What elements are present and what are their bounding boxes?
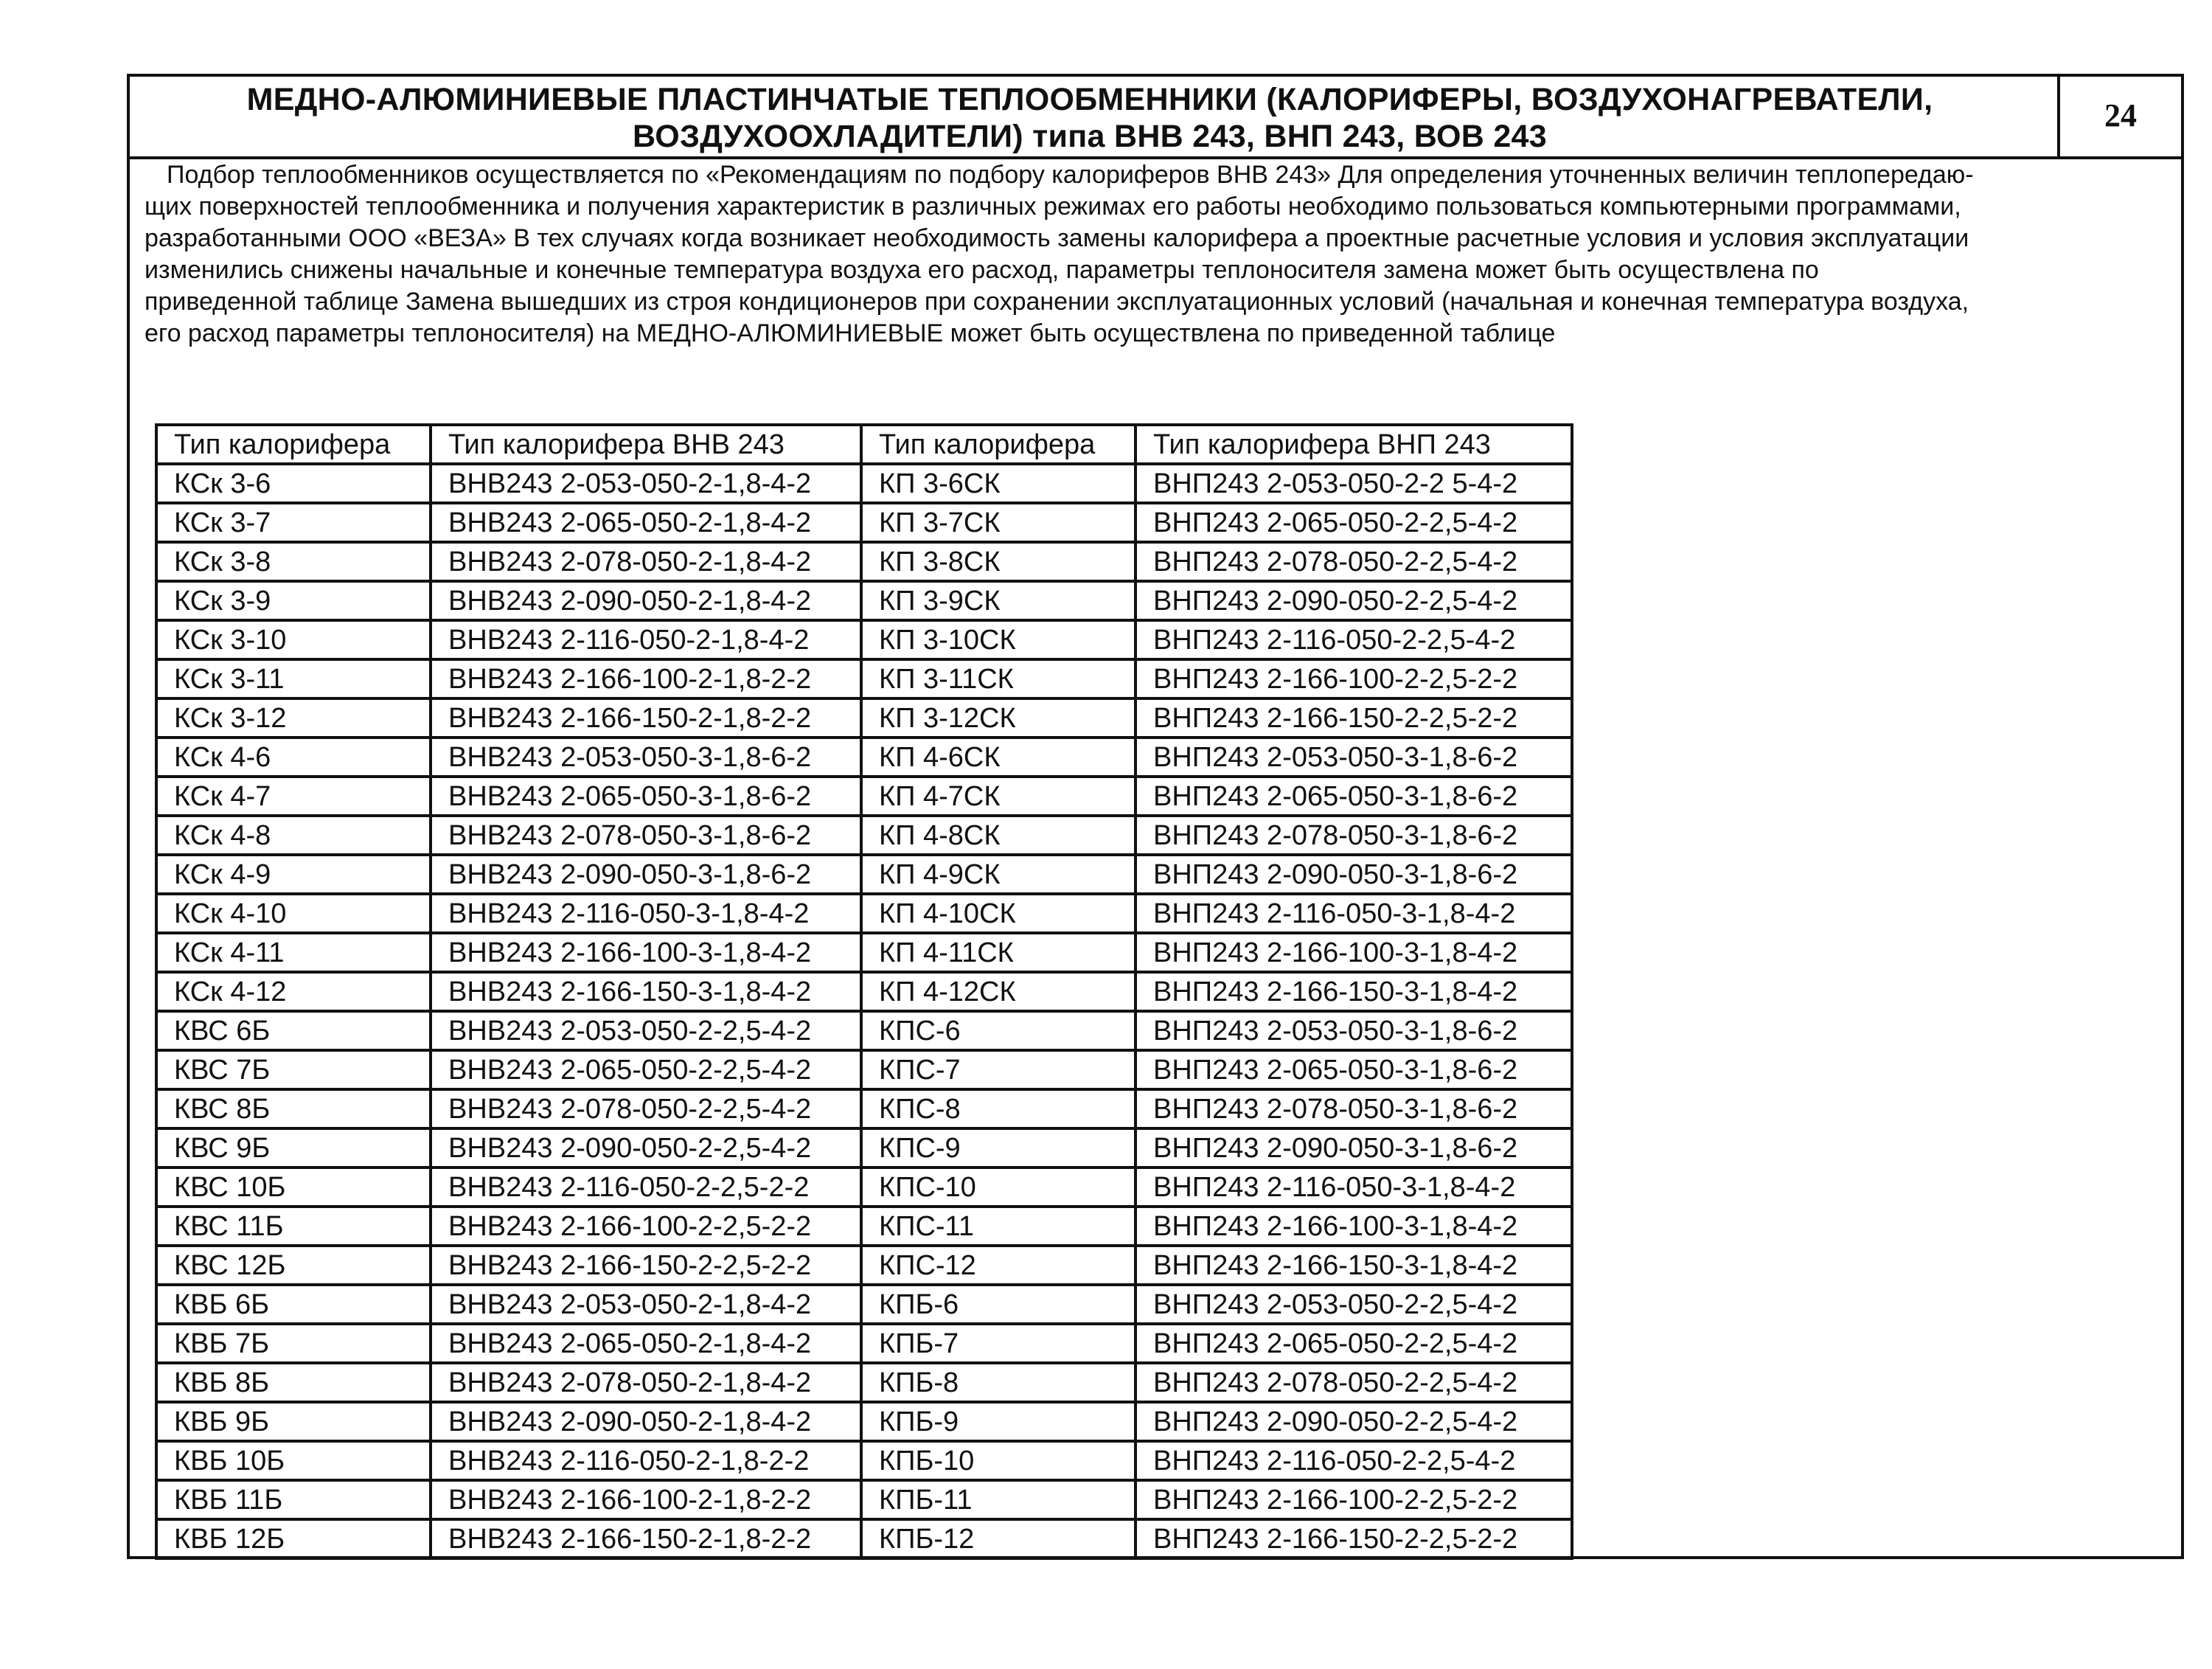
table-cell: ВНВ243 2-053-050-2-1,8-4-2	[431, 464, 861, 503]
table-cell: ВНВ243 2-166-100-2-1,8-2-2	[431, 659, 861, 698]
table-cell: ВНП243 2-166-100-3-1,8-4-2	[1135, 1207, 1572, 1246]
table-cell: ВНП243 2-053-050-2-2 5-4-2	[1135, 464, 1572, 503]
table-cell: КП 3-9СК	[861, 581, 1135, 620]
page-number: 24	[2104, 97, 2137, 133]
table-cell: ВНП243 2-090-050-3-1,8-6-2	[1135, 855, 1572, 894]
intro-line: приведенной таблице Замена вышедших из строя кондиционеров при сохранении эксплуатационных условий (начальная и конечная температура воздуха,	[145, 288, 1969, 316]
table-cell: КВС 8Б	[156, 1089, 431, 1128]
table-cell: КПБ-11	[861, 1480, 1135, 1519]
table-cell: КВС 12Б	[156, 1246, 431, 1285]
table-row	[156, 1207, 1572, 1246]
table-row	[156, 620, 1572, 659]
table-cell: ВНП243 2-053-050-2-2,5-4-2	[1135, 1285, 1572, 1324]
table-row	[156, 1246, 1572, 1285]
table-cell: ВНВ243 2-116-050-2-1,8-2-2	[431, 1441, 861, 1480]
table-cell: КСк 4-11	[156, 933, 431, 972]
table-cell: КПС-8	[861, 1089, 1135, 1128]
table-cell: ВНВ243 2-065-050-2-2,5-4-2	[431, 1050, 861, 1089]
table-row	[156, 1402, 1572, 1441]
intro-line: разработанными ООО «ВЕЗА» В тех случаях когда возникает необходимость замены калорифера а проектные расчетные условия и условия эксплуатации	[145, 224, 1969, 252]
table-cell: ВНП243 2-078-050-2-2,5-4-2	[1135, 542, 1572, 581]
intro-line: Подбор теплообменников осуществляется по «Рекомендациям по подбору калориферов ВНВ 243» Для определения уточненных величин теплопередаю-	[167, 161, 1974, 189]
table-row	[156, 1011, 1572, 1050]
table-cell: КП 4-9СК	[861, 855, 1135, 894]
table-cell: ВНП243 2-166-100-3-1,8-4-2	[1135, 933, 1572, 972]
table-cell: ВНВ243 2-166-100-2-2,5-2-2	[431, 1207, 861, 1246]
page-frame	[127, 74, 2184, 1559]
table-cell: КВБ 7Б	[156, 1324, 431, 1363]
table-cell: КСк 4-10	[156, 894, 431, 933]
table-cell: КВБ 10Б	[156, 1441, 431, 1480]
table-cell: КСк 3-9	[156, 581, 431, 620]
table-cell: ВНП243 2-166-150-3-1,8-4-2	[1135, 1246, 1572, 1285]
table-row	[156, 542, 1572, 581]
table-cell: ВНВ243 2-078-050-2-2,5-4-2	[431, 1089, 861, 1128]
table-cell: КСк 4-12	[156, 972, 431, 1011]
table-cell: ВНВ243 2-166-100-3-1,8-4-2	[431, 933, 861, 972]
intro-line: изменились снижены начальные и конечные температура воздуха его расход, параметры теплоносителя замена может быть осуществлена по	[145, 256, 1819, 284]
table-cell: ВНП243 2-065-050-3-1,8-6-2	[1135, 777, 1572, 816]
table-cell: ВНП243 2-053-050-3-1,8-6-2	[1135, 1011, 1572, 1050]
table-cell: ВНВ243 2-053-050-2-2,5-4-2	[431, 1011, 861, 1050]
table-cell: КПС-12	[861, 1246, 1135, 1285]
table-row	[156, 933, 1572, 972]
table-cell: ВНП243 2-116-050-3-1,8-4-2	[1135, 1167, 1572, 1207]
table-cell: ВНП243 2-090-050-2-2,5-4-2	[1135, 1402, 1572, 1441]
table-cell: ВНВ243 2-053-050-2-1,8-4-2	[431, 1285, 861, 1324]
page-number-box	[2057, 77, 2181, 156]
table-cell: КСк 4-9	[156, 855, 431, 894]
table-cell: КВБ 8Б	[156, 1363, 431, 1402]
table-cell: КПС-7	[861, 1050, 1135, 1089]
table-cell: ВНВ243 2-065-050-2-1,8-4-2	[431, 503, 861, 542]
table-cell: ВНВ243 2-116-050-3-1,8-4-2	[431, 894, 861, 933]
table-cell: КСк 3-11	[156, 659, 431, 698]
table-cell: ВНП243 2-116-050-2-2,5-4-2	[1135, 1441, 1572, 1480]
title-line-2: ВОЗДУХООХЛАДИТЕЛИ) типа ВНВ 243, ВНП 243, ВОВ 243	[633, 119, 1547, 154]
table-cell: КВБ 9Б	[156, 1402, 431, 1441]
table-cell: ВНП243 2-166-100-2-2,5-2-2	[1135, 1480, 1572, 1519]
table-cell: КП 3-6СК	[861, 464, 1135, 503]
table-cell: ВНВ243 2-166-150-3-1,8-4-2	[431, 972, 861, 1011]
table-cell: ВНВ243 2-090-050-3-1,8-6-2	[431, 855, 861, 894]
table-row	[156, 464, 1572, 503]
table-cell: ВНП243 2-078-050-2-2,5-4-2	[1135, 1363, 1572, 1402]
table-cell: КПБ-9	[861, 1402, 1135, 1441]
table-cell: ВНП243 2-065-050-2-2,5-4-2	[1135, 503, 1572, 542]
table-cell: ВНП243 2-166-150-2-2,5-2-2	[1135, 1519, 1572, 1558]
table-cell: ВНВ243 2-078-050-2-1,8-4-2	[431, 542, 861, 581]
replacement-table	[155, 423, 1573, 1560]
table-cell: ВНВ243 2-090-050-2-2,5-4-2	[431, 1128, 861, 1167]
table-cell: ВНП243 2-053-050-3-1,8-6-2	[1135, 738, 1572, 777]
table-cell: ВНП243 2-090-050-2-2,5-4-2	[1135, 581, 1572, 620]
intro-paragraph	[145, 159, 2172, 350]
table-cell: ВНВ243 2-166-100-2-1,8-2-2	[431, 1480, 861, 1519]
table-row	[156, 777, 1572, 816]
table-cell: КПС-9	[861, 1128, 1135, 1167]
table-cell: КП 4-6СК	[861, 738, 1135, 777]
table-cell: ВНВ243 2-166-150-2-2,5-2-2	[431, 1246, 861, 1285]
table-cell: КВС 10Б	[156, 1167, 431, 1207]
table-cell: ВНП243 2-090-050-3-1,8-6-2	[1135, 1128, 1572, 1167]
table-cell: ВНП243 2-116-050-2-2,5-4-2	[1135, 620, 1572, 659]
table-cell: КПБ-6	[861, 1285, 1135, 1324]
table-cell: ВНП243 2-166-150-2-2,5-2-2	[1135, 698, 1572, 738]
table-cell: КП 3-10СК	[861, 620, 1135, 659]
table-header-row	[156, 425, 1572, 464]
table-cell: КПБ-12	[861, 1519, 1135, 1558]
table-cell: ВНВ243 2-065-050-2-1,8-4-2	[431, 1324, 861, 1363]
table-cell: ВНП243 2-166-100-2-2,5-2-2	[1135, 659, 1572, 698]
table-cell: КСк 4-7	[156, 777, 431, 816]
table-cell: КПС-10	[861, 1167, 1135, 1207]
table-cell: КВБ 12Б	[156, 1519, 431, 1558]
column-header: Тип калорифера	[156, 425, 431, 464]
table-cell: ВНП243 2-166-150-3-1,8-4-2	[1135, 972, 1572, 1011]
table-cell: КП 3-12СК	[861, 698, 1135, 738]
table-cell: КП 4-7СК	[861, 777, 1135, 816]
table-cell: ВНВ243 2-116-050-2-2,5-2-2	[431, 1167, 861, 1207]
table-cell: ВНВ243 2-078-050-2-1,8-4-2	[431, 1363, 861, 1402]
intro-line: щих поверхностей теплообменника и получения характеристик в различных режимах его работы необходимо пользоваться компьютерными программами,	[145, 192, 1961, 221]
table-cell: КСк 3-6	[156, 464, 431, 503]
table-cell: ВНП243 2-065-050-3-1,8-6-2	[1135, 1050, 1572, 1089]
table-cell: КВС 9Б	[156, 1128, 431, 1167]
table-cell: КПС-6	[861, 1011, 1135, 1050]
table-cell: КП 3-8СК	[861, 542, 1135, 581]
table-row	[156, 894, 1572, 933]
table-cell: КПБ-10	[861, 1441, 1135, 1480]
table-cell: КВС 6Б	[156, 1011, 431, 1050]
table-cell: ВНВ243 2-090-050-2-1,8-4-2	[431, 1402, 861, 1441]
table-row	[156, 1363, 1572, 1402]
column-header: Тип калорифера	[861, 425, 1135, 464]
table-cell: КСк 3-10	[156, 620, 431, 659]
title-line-1: МЕДНО-АЛЮМИНИЕВЫЕ ПЛАСТИНЧАТЫЕ ТЕПЛООБМЕННИКИ (КАЛОРИФЕРЫ, ВОЗДУХОНАГРЕВАТЕЛИ,	[246, 82, 1933, 117]
page-title	[130, 81, 2050, 155]
table-cell: ВНП243 2-065-050-2-2,5-4-2	[1135, 1324, 1572, 1363]
column-header: Тип калорифера ВНВ 243	[431, 425, 861, 464]
table-row	[156, 1128, 1572, 1167]
table-cell: КВБ 11Б	[156, 1480, 431, 1519]
table-cell: КП 3-11СК	[861, 659, 1135, 698]
table-cell: КПБ-7	[861, 1324, 1135, 1363]
column-header: Тип калорифера ВНП 243	[1135, 425, 1572, 464]
table-cell: КСк 3-8	[156, 542, 431, 581]
table-cell: КСк 3-7	[156, 503, 431, 542]
table-cell: КПС-11	[861, 1207, 1135, 1246]
table-row	[156, 1480, 1572, 1519]
table-cell: КВБ 6Б	[156, 1285, 431, 1324]
table-row	[156, 1519, 1572, 1558]
table-row	[156, 1050, 1572, 1089]
table-cell: КВС 7Б	[156, 1050, 431, 1089]
table-cell: ВНП243 2-078-050-3-1,8-6-2	[1135, 816, 1572, 855]
table-row	[156, 698, 1572, 738]
table-cell: КСк 4-8	[156, 816, 431, 855]
table-row	[156, 659, 1572, 698]
table-cell: КП 4-10СК	[861, 894, 1135, 933]
table-cell: КП 4-12СК	[861, 972, 1135, 1011]
table-cell: КП 3-7СК	[861, 503, 1135, 542]
table-cell: КП 4-11СК	[861, 933, 1135, 972]
table-row	[156, 855, 1572, 894]
table-cell: ВНП243 2-078-050-3-1,8-6-2	[1135, 1089, 1572, 1128]
table-row	[156, 972, 1572, 1011]
table-row	[156, 1089, 1572, 1128]
table-cell: ВНВ243 2-065-050-3-1,8-6-2	[431, 777, 861, 816]
table-row	[156, 1324, 1572, 1363]
table-row	[156, 816, 1572, 855]
table-cell: ВНВ243 2-090-050-2-1,8-4-2	[431, 581, 861, 620]
table-cell: КПБ-8	[861, 1363, 1135, 1402]
table-cell: КСк 4-6	[156, 738, 431, 777]
table-row	[156, 1441, 1572, 1480]
intro-line: его расход параметры теплоносителя) на МЕДНО-АЛЮМИНИЕВЫЕ может быть осуществлена по приведенной таблице	[145, 319, 1556, 347]
table-body	[156, 464, 1572, 1558]
table-row	[156, 1167, 1572, 1207]
table-cell: ВНВ243 2-166-150-2-1,8-2-2	[431, 698, 861, 738]
table-row	[156, 1285, 1572, 1324]
table-cell: ВНВ243 2-053-050-3-1,8-6-2	[431, 738, 861, 777]
table-cell: КСк 3-12	[156, 698, 431, 738]
table-cell: ВНВ243 2-116-050-2-1,8-4-2	[431, 620, 861, 659]
table-cell: КВС 11Б	[156, 1207, 431, 1246]
table-row	[156, 503, 1572, 542]
table-cell: ВНП243 2-116-050-3-1,8-4-2	[1135, 894, 1572, 933]
table-cell: ВНВ243 2-166-150-2-1,8-2-2	[431, 1519, 861, 1558]
table-cell: ВНВ243 2-078-050-3-1,8-6-2	[431, 816, 861, 855]
page-header	[130, 77, 2181, 159]
table-row	[156, 581, 1572, 620]
table-cell: КП 4-8СК	[861, 816, 1135, 855]
table-row	[156, 738, 1572, 777]
